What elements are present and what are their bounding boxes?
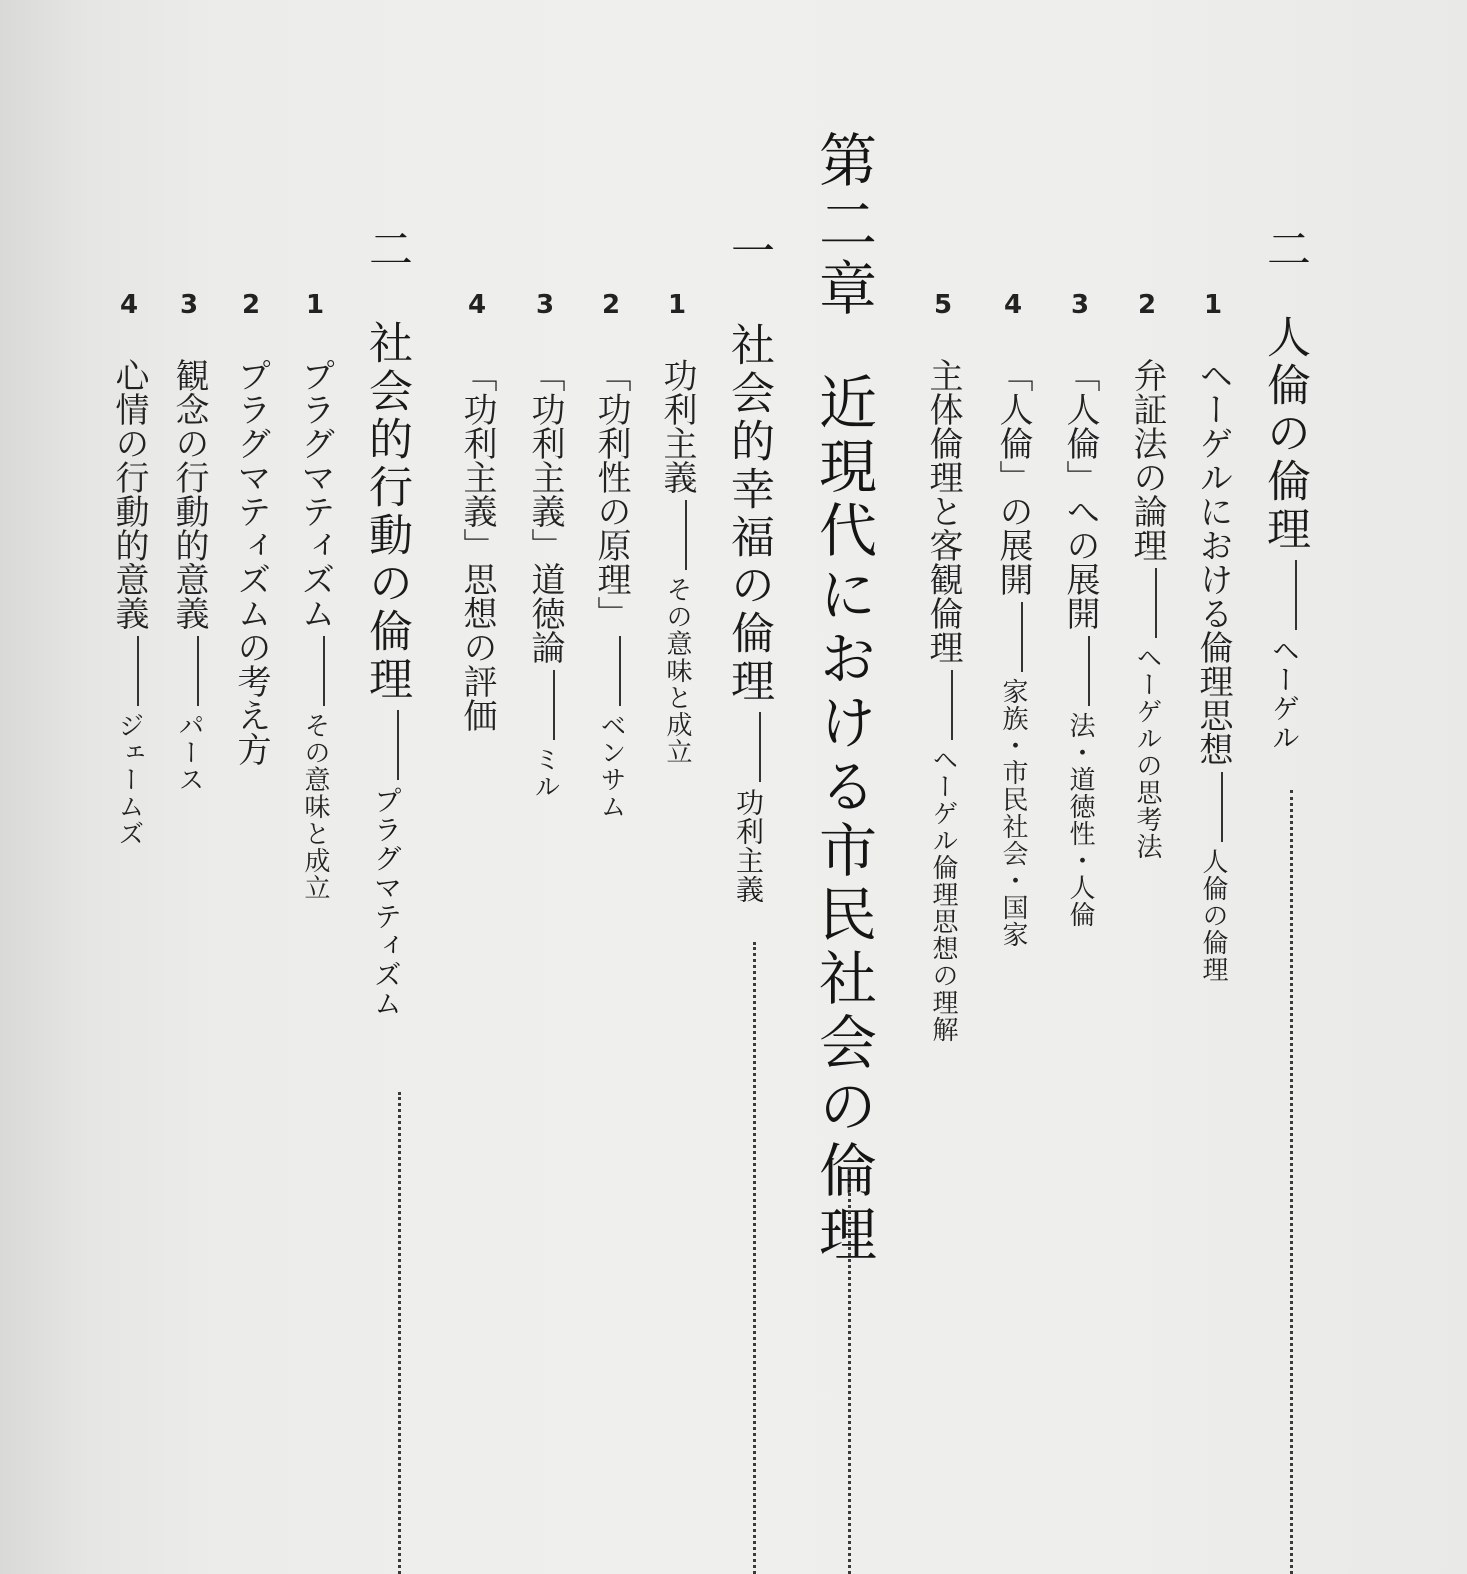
entry-number: 2	[236, 290, 266, 320]
dash-separator	[553, 670, 555, 740]
entry-subtitle: ヘーゲル倫理思想の理解	[928, 746, 958, 1043]
toc-entry	[591, 290, 631, 820]
entry-subtitle: その意味と成立	[662, 576, 692, 765]
chapter-label: 第二章	[809, 130, 877, 322]
dash-separator	[951, 670, 953, 740]
entry-number: 3	[174, 290, 204, 320]
entry-subtitle: ミル	[530, 746, 560, 800]
section-heading	[723, 228, 774, 904]
entry-title: 「功利主義」道徳論	[525, 358, 565, 664]
section-title: 社会的幸福の倫理	[723, 322, 774, 706]
leader-dots	[848, 1168, 851, 1574]
entry-title: 功利主義	[657, 358, 697, 494]
section-heading	[1259, 226, 1310, 752]
toc-entry	[923, 290, 963, 1043]
toc-entry	[457, 290, 497, 732]
toc-entry	[525, 290, 565, 800]
toc-entry	[657, 290, 697, 765]
dash-separator	[197, 636, 199, 706]
toc-entry	[169, 290, 209, 793]
chapter-title: 近現代における市民社会の倫理	[809, 372, 877, 1268]
entry-title: 弁証法の論理	[1127, 358, 1167, 562]
entry-title: 観念の行動的意義	[169, 358, 209, 630]
toc-entry	[231, 290, 271, 766]
section-heading	[361, 226, 412, 1018]
section-marker: 一	[723, 228, 774, 276]
entry-title: 「人倫」の展開	[993, 358, 1033, 596]
entry-number: 2	[596, 290, 626, 320]
section-subtitle: プラグマティズム	[370, 786, 403, 1018]
dash-separator	[323, 636, 325, 706]
toc-entry	[295, 290, 335, 901]
entry-title: 「功利主義」思想の評価	[457, 358, 497, 732]
entry-number: 1	[662, 290, 692, 320]
entry-title: プラグマティズム	[295, 358, 335, 630]
toc-entry	[1127, 290, 1167, 860]
entry-number: 4	[998, 290, 1028, 320]
section-marker: 二	[1259, 226, 1310, 274]
toc-entry	[1060, 290, 1100, 928]
dash-separator	[759, 712, 761, 782]
entry-title: 「功利性の原理」	[591, 358, 631, 630]
section-subtitle: 功利主義	[732, 788, 765, 904]
dash-separator	[1295, 560, 1297, 630]
entry-subtitle: ヘーゲルの思考法	[1132, 644, 1162, 860]
entry-subtitle: ジェームズ	[114, 712, 144, 847]
entry-subtitle: その意味と成立	[300, 712, 330, 901]
dash-separator	[685, 500, 687, 570]
entry-subtitle: ベンサム	[596, 712, 626, 820]
section-title: 人倫の倫理	[1259, 314, 1310, 554]
section-subtitle: ヘーゲル	[1268, 636, 1301, 752]
entry-title: プラグマティズムの考え方	[231, 358, 271, 766]
dash-separator	[1221, 772, 1223, 842]
entry-title: 心情の行動的意義	[109, 358, 149, 630]
section-marker: 二	[361, 226, 412, 274]
leader-dots	[753, 942, 756, 1574]
toc-entry	[109, 290, 149, 847]
entry-number: 3	[1065, 290, 1095, 320]
entry-number: 1	[1198, 290, 1228, 320]
toc-entry	[1193, 290, 1233, 983]
entry-title: 「人倫」への展開	[1060, 358, 1100, 630]
entry-number: 4	[114, 290, 144, 320]
dash-separator	[619, 636, 621, 706]
entry-title: 主体倫理と客観倫理	[923, 358, 963, 664]
chapter-heading	[809, 130, 877, 1268]
entry-subtitle: パース	[174, 712, 204, 793]
entry-number: 5	[928, 290, 958, 320]
entry-number: 4	[462, 290, 492, 320]
toc-entry	[993, 290, 1033, 948]
dash-separator	[137, 636, 139, 706]
dash-separator	[1088, 636, 1090, 706]
leader-dots	[398, 1092, 401, 1574]
dash-separator	[397, 710, 399, 780]
entry-subtitle: 法・道徳性・人倫	[1065, 712, 1095, 928]
dash-separator	[1155, 568, 1157, 638]
entry-subtitle: 人倫の倫理	[1198, 848, 1228, 983]
leader-dots	[1290, 790, 1293, 1574]
entry-number: 2	[1132, 290, 1162, 320]
dash-separator	[1021, 602, 1023, 672]
entry-subtitle: 家族・市民社会・国家	[998, 678, 1028, 948]
entry-title: ヘーゲルにおける倫理思想	[1193, 358, 1233, 766]
entry-number: 1	[300, 290, 330, 320]
entry-number: 3	[530, 290, 560, 320]
section-title: 社会的行動の倫理	[361, 320, 412, 704]
